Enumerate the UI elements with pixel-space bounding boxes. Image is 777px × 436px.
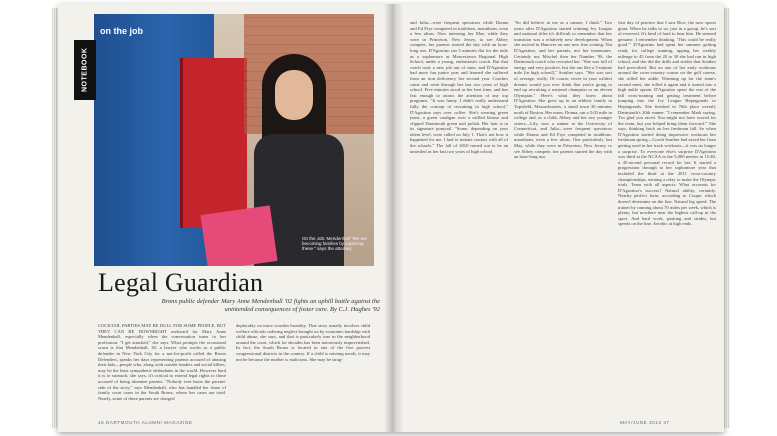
article-headline: Legal Guardian <box>98 268 264 297</box>
right-body-column-3: first day of practice that I saw Rice, the now sports giant. When he talks to us, just in a group, he's sort of reserved. It's kind of hard to hear him. He seemed genuine. I remember thinking, 'This could be really good.'" D'Agostino had spent her summer getting ready for college running, upping her weekly mileage to 45 from the 20 to 30 she had run in high school, and she did the drills and strides that Souther had prescribed. But on one of her early workouts around the cross-country course on the golf course, she rolled her ankle. Warming up for the team's second meet, she rolled it again and it turned into a high ankle sprain. D'Agostino spent the rest of the fall cross-training and getting treatment before jumping into the Ivy League Heptagonals or Heptagonals. She finished in 76th place overall, Dartmouth's 20th runner. "I remember Mark saying, 'I'm glad you raced. You might not have scored for the team, but you helped bring them forward.'" She says, thinking back on her freshman fall. So when D'Agostino started doing impressive workouts her freshman spring—Coach Souther had saved her from getting used in her track workouts—it was no longer a surprise. To everyone else's surprise D'Agostino was third at the NCAA in the 5,000 meters in 15:40, a 45-second personal record for her. It started a progression through to her sophomore year that included the third at the 2011 cross-country championships, earning a relay to make the Olympic trials. Team with all aspects. What accounts for D'Agostino's success? Natural ability, certainly. Nearby perfect form, according to Coupe, which doesn't determine on the line. Natural leg speed. The trainer by running about 70 miles per week, which is plenty, but nowhere near the highest call-up in the sport. And hard work, pushing and strides, but speeds on the line. Aerobic at high ends. <box>618 20 716 227</box>
portrait-photo <box>94 14 374 266</box>
folio-right: MAY/JUNE 2013 47 <box>620 420 670 425</box>
subject-face <box>275 70 313 120</box>
photo-caption: On the Job: Mendenhall "We are becoming families by exploring these." says the attorney. <box>302 236 368 251</box>
spread-gutter <box>384 4 404 432</box>
left-body-column-2: deplorably on more wooden brutality. That story usually involves child welfare officials ordering neglect brought on by economic hardship with child abuse, she says, and that is particularly true in the neighborhood around the court, which for decades has been notoriously impoverished. In fact, the South Bronx is located in one of the five poorest congressional districts in the country. If a child is missing meals, it may not be because the mother is malicious. She may be strug- <box>236 323 370 362</box>
right-body-column-2: "So did believe in me as a runner, I think." Two years after D'Agostino started winning Ivy League and national titles it's difficult to remember that her transition was a relatively new development. When she arrived in Hanover on one new fine coming, Nat D'Agostino, and her parents, not her teammates. Certainly not Mischel then her Number '96, the Dartmouth coach who recruited her. "She was full of energy and very positive, but she ran like a 5-minute mile [in high school]," Souther says. "She was sort of average, really. Of course, never in your wildest dreams would you ever think that you're going to end up recruiting a national champion or an eleven Olympian." Here's what they knew about D'Agostino: She grew up in an athletic family in Topsfield, Massachusetts, a small town 30 minutes north of Boston. Her mom, Donna, ran a 5:03 mile in college and, as a child, Abbey and her two younger sisters—Lily, now a runner at the University of Connecticut, and Julia—were frequent spectators while Donna and Ed Frye competed in triathlons, marathons, even a few ultras. One particularly last May, while they were in Princeton, New Jersey, to see Abbey compete, her parents started the day with an hour-long run. <box>514 20 612 160</box>
folio-left: 46 DARTMOUTH ALUMNI MAGAZINE <box>98 420 193 425</box>
section-vertical-label: NOTEBOOK <box>74 40 96 100</box>
article-deck: Bronx public defender Mary Anne Mendenhall '02 fights an uphill battle against the unintended consequences of foster care. By C.J. Hughes '92 <box>161 298 380 313</box>
section-tag: on the job <box>100 26 143 36</box>
red-door <box>180 58 247 228</box>
left-body-column-1: COCKTAIL PARTIES MAY BE DULL FOR SOME PEOPLE, BUT THEY CAN BE DOWNRIGHT awkward for Mary Anne Mendenhall, especially when the conversation turns to her profession. "I get attacked," she says. What prompts the occasional scorn is that Mendenhall, 30, a lawyer who works as a public defender in New York City for a not-for-profit called the Bronx Defenders, speaks her days representing parents accused of abusing their kids—people who, along with outside funders and social killers, may be the least sympathetic defendants in the world. However hard it is to stomach, she says, it's critical to extend legal rights to those accused of being absentee parents. "Nobody ever hears the parents' side of the story," says Mendenhall, who has handled her share of family court cases in the South Bronx, where her cases are tried. Nearly, some of these parents are charged <box>98 323 226 401</box>
right-body-column-1: and Julia—were frequent spectators while Donna and Ed Frye competed in triathlons, marathons, even a few ultras. Now interning her Mae, while they were in Princeton, New Jersey, to see Abbey compete, her parents started the day with an hour-long run. D'Agostino ran 5 minutes flat for the mile as a sophomore at Moorestown Regional High School, under a young, enthusiastic coach. But that coach took a new job out of state, and D'Agostino had more fun junior year and learned she suffered from an iron deficiency her second year. Coaches came and went through her last two years of high school. Five minutes stood as her best time, and has fast enough to attract the attention of any top programs. "It was funny. I didn't really understand fully the concept of recruiting in high school," D'Agostino says over coffee. She's wearing green jeans, a green cardigan over a ruffled blouse and clipped Dartmouth green nail polish. Her hair is in its signature ponytail. "Some, depending on your talent level, were called on July 1. That's not how it happened for me. I had to initiate contact with all of the schools." The fall of 2010 turned out to be an unsettled as her last two years of high school. <box>410 20 508 154</box>
pink-folder <box>200 205 277 266</box>
